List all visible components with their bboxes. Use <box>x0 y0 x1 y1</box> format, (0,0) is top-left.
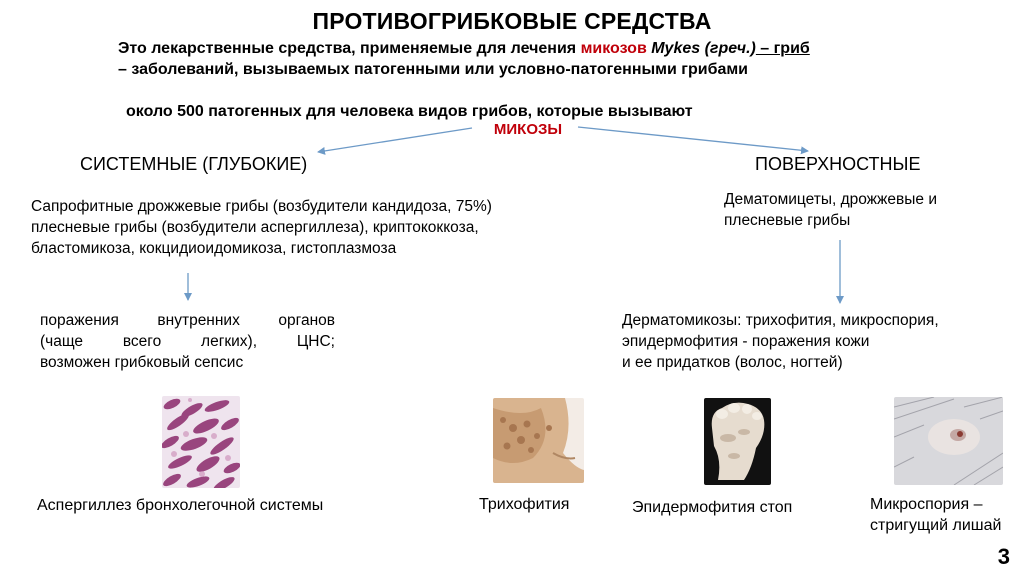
superficial-lesions-line: и ее придатков (волос, ногтей) <box>622 354 843 371</box>
superficial-lesions <box>622 310 1022 373</box>
superficial-lesions-line: Дерматомикозы: трихофития, микроспория, <box>622 312 939 329</box>
systemic-lesions-line: возможен грибковый сепсис <box>40 354 244 371</box>
arrow-to-systemic <box>318 128 472 152</box>
systemic-agents <box>31 196 631 259</box>
systemic-agents-line: Сапрофитные дрожжевые грибы (возбудители кандидоза, 75%) <box>31 198 492 215</box>
definition-part1: Это лекарственные средства, применяемые для лечения <box>118 40 581 57</box>
caption-microsporia-line: Микроспория – <box>870 496 983 513</box>
definition-line-2: – заболеваний, вызываемых патогенными или условно-патогенными грибами <box>118 61 749 78</box>
superficial-agents-line: Дематомицеты, дрожжевые и <box>724 191 938 208</box>
systemic-agents-line: плесневые грибы (возбудители аспергиллеза), криптококкоза, <box>31 219 479 236</box>
caption-microsporia-line: стригущий лишай <box>870 517 1002 534</box>
systemic-lesions-line: поражения внутренних органов <box>40 312 335 329</box>
trichophytia-photo <box>493 398 584 483</box>
mycoses-word: микозов <box>580 40 647 57</box>
caption-aspergillosis: Аспергиллез бронхолегочной системы <box>37 497 324 514</box>
mycoses-caps: МИКОЗЫ <box>493 121 563 138</box>
caption-trichophytia: Трихофития <box>479 496 570 513</box>
aspergillosis-photo <box>162 396 240 488</box>
systemic-lesions-line: (чаще всего легких), ЦНС; <box>40 333 335 350</box>
microsporia-photo <box>894 397 1003 485</box>
superficial-agents-line: плесневые грибы <box>724 212 851 229</box>
arrow-to-superficial <box>578 127 808 151</box>
superficial-agents <box>724 189 1014 231</box>
latin-term: Mykes (греч.) <box>646 40 756 57</box>
epidermophytia-photo <box>704 398 771 485</box>
intro-text: около 500 патогенных для человека видов грибов, которые вызывают <box>126 103 693 120</box>
slide-title: ПРОТИВОГРИБКОВЫЕ СРЕДСТВА <box>312 8 712 34</box>
systemic-lesions <box>40 310 335 373</box>
systemic-agents-line: бластомикоза, кокцидиоидомикоза, гистоплазмоза <box>31 240 397 257</box>
caption-epidermophytia: Эпидермофития стоп <box>632 499 793 516</box>
page-number: 3 <box>997 544 1010 569</box>
superficial-lesions-line: эпидермофития - поражения кожи <box>622 333 870 350</box>
systemic-heading: СИСТЕМНЫЕ (ГЛУБОКИЕ) <box>80 154 308 174</box>
caption-microsporia <box>870 494 1001 536</box>
superficial-heading: ПОВЕРХНОСТНЫЕ <box>755 154 921 174</box>
fungus-translation: – гриб <box>755 40 810 57</box>
